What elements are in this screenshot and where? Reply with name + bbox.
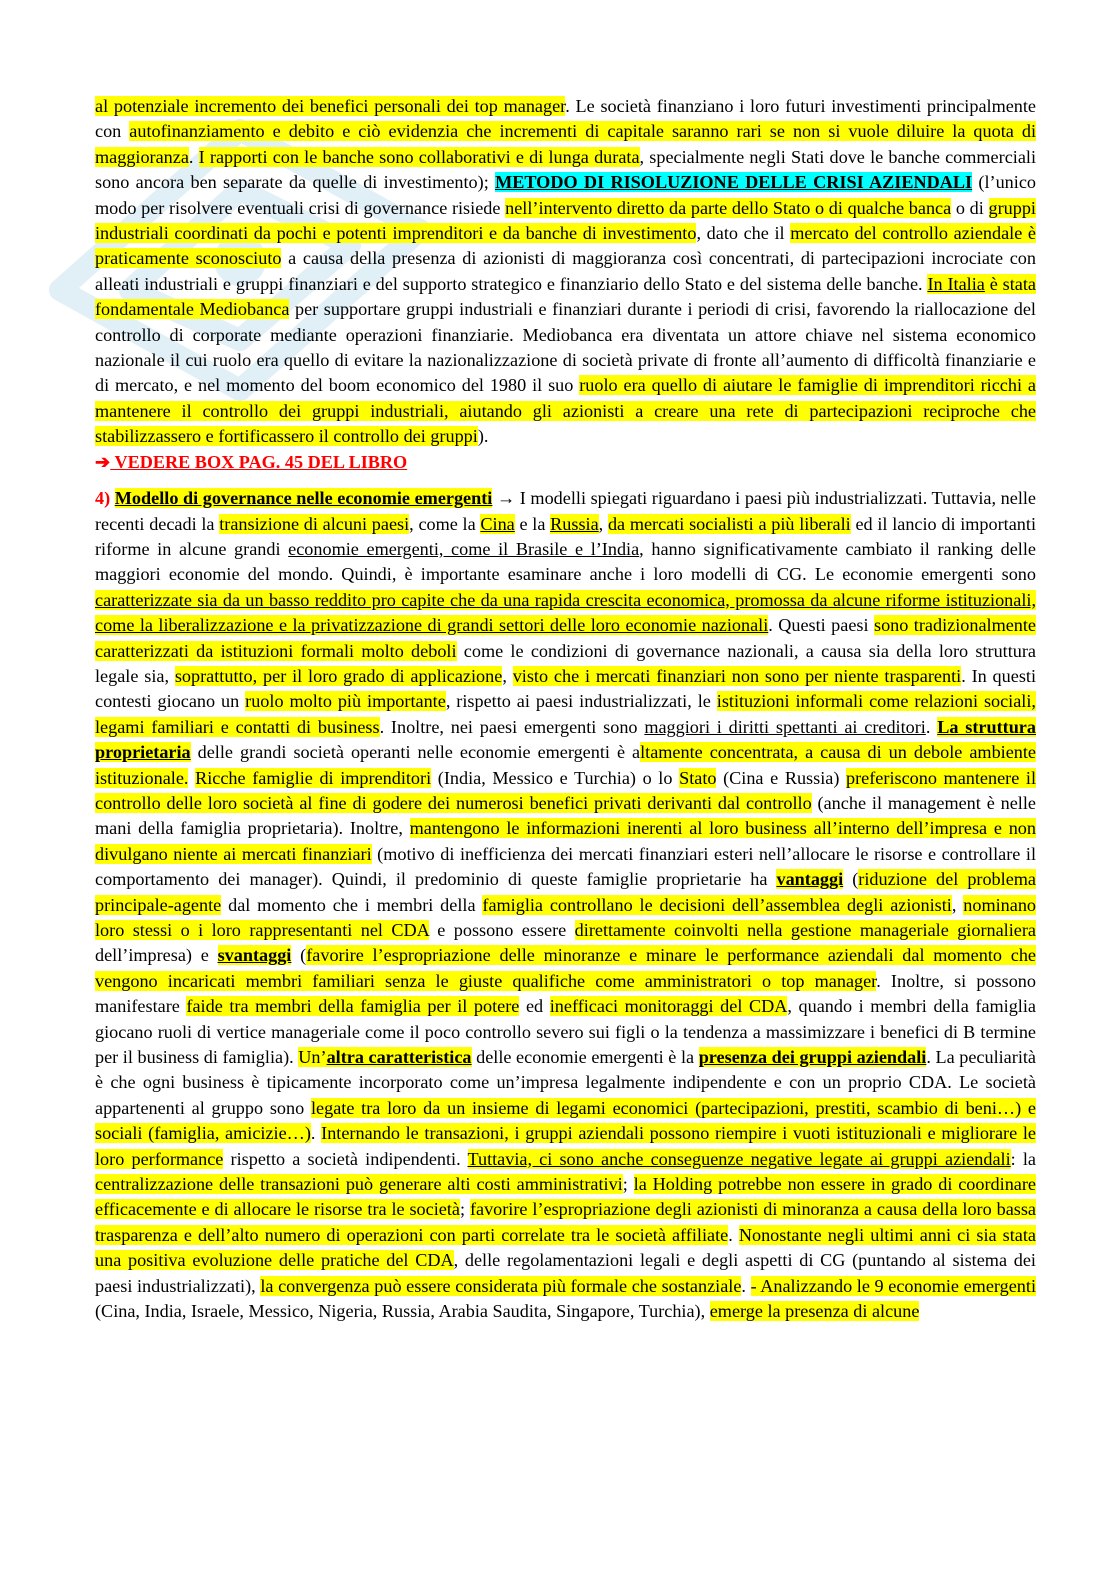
highlight: da mercati socialisti a più liberali bbox=[607, 513, 851, 534]
paragraph-emerging-economies bbox=[95, 486, 1036, 1324]
text: . Inoltre, si possono manifestare bbox=[95, 970, 1036, 1017]
highlight: è stata fondamentale Mediobanca bbox=[95, 273, 1037, 320]
text: , hanno significativamente cambiato il ranking delle maggiori economie del mondo. Quindi, è importante esaminare anche i loro modelli di CG. Le economie emergenti sono bbox=[95, 538, 1036, 585]
text: . bbox=[728, 1224, 739, 1245]
text: ( bbox=[291, 945, 307, 966]
text: delle economie emergenti è la bbox=[471, 1047, 699, 1068]
text: . Inoltre, nei paesi emergenti sono bbox=[379, 716, 645, 737]
highlight: Internando le transazioni, i gruppi aziendali possono riempire i vuoti istituzionali e migliorare le loro performance bbox=[95, 1123, 1036, 1169]
highlight: Russia bbox=[550, 513, 599, 534]
book-reference: VEDERE BOX PAG. 45 DEL LIBRO bbox=[110, 451, 408, 472]
keyword-other-feature: altra caratteristica bbox=[326, 1047, 472, 1068]
highlight: I rapporti con le banche sono collaborativi e di lunga durata bbox=[198, 146, 640, 167]
text: I modelli spiegati riguardano i paesi più industrializzati. Tuttavia, nelle recenti decadi la bbox=[95, 488, 1037, 534]
text: (l’unico modo per risolvere eventuali crisi di governance risiede bbox=[95, 172, 1036, 218]
text: rispetto a società indipendenti. bbox=[223, 1148, 468, 1169]
highlight: nominano loro stessi o i loro rappresentanti nel CDA bbox=[95, 894, 1037, 940]
highlight: legate tra loro da un insieme di legami economici (partecipazioni, prestiti, scambio di beni…) e sociali (famiglia, amicizie…) bbox=[95, 1097, 1036, 1144]
highlight: direttamente coinvolti nella gestione manageriale giornaliera bbox=[574, 920, 1036, 940]
highlight: nell’intervento diretto da parte dello Stato o di qualche banca bbox=[505, 197, 952, 218]
highlight: autofinanziamento e debito e ciò evidenzia che incrementi di capitale saranno rari se non si vuole diluire la quota di maggioranza bbox=[95, 121, 1036, 167]
highlight: Tuttavia, ci sono anche conseguenze negative legate ai gruppi aziendali bbox=[467, 1148, 1011, 1169]
highlight: Ricche famiglie di imprenditori bbox=[195, 767, 432, 788]
text: , bbox=[502, 665, 513, 686]
highlight: gruppi industriali coordinati da pochi e potenti imprenditori e da banche di investimento bbox=[95, 197, 1036, 244]
text: (Cina e Russia) bbox=[716, 767, 847, 788]
section-number: 4) bbox=[95, 488, 111, 509]
text: . bbox=[925, 716, 938, 737]
text: . Le società finanziano i loro futuri investimenti principalmente con bbox=[95, 96, 1037, 142]
highlight: Nonostante negli ultimi anni ci sia stata una positiva evoluzione delle pratiche del CDA bbox=[95, 1224, 1037, 1271]
text: a causa della presenza di azionisti di maggioranza così concentrati, di partecipazioni incrociate con alleati industriali e gruppi finanziari e del supporto strategico e finanziario dello Stato e del sistema delle banche. bbox=[95, 248, 1036, 294]
highlight: preferiscono mantenere il controllo delle loro società al fine di godere dei numerosi benefici privati derivanti dal controllo bbox=[95, 767, 1037, 813]
text: , specialmente negli Stati dove le banche commerciali sono ancora ben separate da quelle di investimento); bbox=[95, 146, 1036, 193]
highlight: famiglia controllano le decisioni dell’assemblea degli azionisti bbox=[482, 894, 952, 915]
text: : la bbox=[1010, 1148, 1036, 1169]
highlight: inefficaci monitoraggi del CDA bbox=[549, 996, 788, 1017]
keyword-disadvantages: svantaggi bbox=[217, 945, 292, 966]
text: . bbox=[310, 1123, 322, 1144]
text: , dato che il bbox=[696, 223, 791, 244]
text: ed bbox=[519, 996, 550, 1017]
text: ; bbox=[459, 1199, 470, 1220]
keyword-advantages: vantaggi bbox=[776, 869, 844, 890]
highlight: la convergenza può essere considerata più formale che sostanziale bbox=[260, 1275, 742, 1296]
highlight: emerge la presenza di alcune bbox=[709, 1301, 920, 1322]
text: , quando i membri della famiglia giocano ruoli di vertice manageriale come il poco controllo severo sui figli o la tendenza a massimizzare i benefici di B termine per il business di famiglia). bbox=[95, 996, 1036, 1068]
keyword-ownership-structure: La struttura proprietaria bbox=[95, 716, 1036, 763]
highlight: mantengono le informazioni inerenti al loro business all’interno dell’impresa e non divulgano niente ai mercati finanziari bbox=[95, 818, 1036, 864]
section-heading: Modello di governance nelle economie emergenti bbox=[114, 488, 493, 509]
highlight: favorire l’espropriazione delle minoranze e minare le performance aziendali dal momento che vengono incaricati membri familiari senza le giuste qualifiche come amministratori o top manager bbox=[95, 945, 1036, 991]
text: , rispetto ai paesi industrializzati, le bbox=[445, 691, 717, 712]
underlined-text: economie emergenti, come il Brasile e l’India bbox=[288, 538, 640, 559]
highlight: ltamente concentrata, a causa di un debole ambiente istituzionale. bbox=[95, 742, 1037, 788]
text: . In questi contesti giocano un bbox=[95, 665, 1037, 712]
text: , bbox=[951, 894, 964, 915]
text: come le condizioni di governance nazionali, a causa sia della loro struttura legale sia, bbox=[95, 640, 1036, 686]
highlight: al potenziale incremento dei benefici personali dei top manager bbox=[95, 96, 566, 116]
highlight: istituzioni informali come relazioni sociali, legami familiari e contatti di business bbox=[95, 691, 1036, 737]
highlight: visto che i mercati finanziari non sono per niente trasparenti bbox=[512, 665, 962, 686]
section-keyword-crisis-method: METODO DI RISOLUZIONE DELLE CRISI AZIENDALI bbox=[495, 172, 973, 193]
text: (motivo di inefficienza dei mercati finanziari esteri nell’allocare le risorse e controllare il comportamento dei manager). Quindi, il predominio di queste famiglie proprietarie ha bbox=[95, 843, 1037, 890]
highlight: Stato bbox=[679, 767, 717, 788]
highlight: Cina bbox=[480, 513, 515, 534]
text: , bbox=[598, 513, 608, 534]
text: (India, Messico e Turchia) o lo bbox=[431, 767, 680, 788]
document-body bbox=[95, 94, 1036, 1325]
text: , delle regolamentazioni legali e degli aspetti di CG (puntando al sistema dei paesi industrializzati), bbox=[95, 1250, 1036, 1296]
paragraph-italian-model bbox=[95, 94, 1036, 475]
text: . bbox=[188, 146, 199, 167]
arrow-right-icon: ➔ bbox=[95, 451, 111, 472]
text: , come la bbox=[409, 513, 481, 534]
highlight: soprattutto, per il loro grado di applicazione bbox=[174, 665, 503, 686]
keyword-business-groups: presenza dei gruppi aziendali bbox=[698, 1047, 927, 1068]
text: . La peculiarità è che ogni business è tipicamente incorporato come un’impresa legalmente indipendente e con un proprio CDA. Le società appartenenti al gruppo sono bbox=[95, 1047, 1036, 1118]
highlight: transizione di alcuni paesi bbox=[219, 513, 410, 534]
highlight: centralizzazione delle transazioni può generare alti costi amministrativi bbox=[95, 1174, 623, 1195]
highlight: mercato del controllo aziendale è praticamente sconosciuto bbox=[95, 223, 1036, 269]
text: dal momento che i membri della bbox=[221, 894, 483, 915]
text: per supportare gruppi industriali e finanziari durante i periodi di crisi, favorendo la riallocazione del controllo di corporate mediante operazioni finanziarie. Mediobanca era diventata un attore chiave nel sistema economico nazionale il cui ruolo era quello di evitare la nazionalizzazione di società private di fronte all’aumento di difficoltà finanziarie e di mercato, e nel momento del boom economico del 1980 il suo bbox=[95, 299, 1036, 396]
text: e possono essere bbox=[428, 920, 575, 940]
text: (anche il management è nelle mani della famiglia proprietaria). Inoltre, bbox=[95, 792, 1036, 839]
text: ; bbox=[622, 1174, 634, 1195]
text: dell’impresa) e bbox=[95, 945, 218, 966]
highlight: ruolo molto più importante bbox=[245, 691, 446, 712]
text: . Questi paesi bbox=[768, 615, 874, 636]
highlight: caratterizzate sia da un basso reddito pro capite che da una rapida crescita economica, promossa da alcune riforme istituzionali, come la liberalizzazione e la privatizzazione di grandi settori delle loro economie nazionali bbox=[95, 589, 1036, 636]
highlight: favorire l’espropriazione degli azionisti di minoranza a causa della loro bassa trasparenza e dell’alto numero di operazioni con parti correlate tra le società affiliate bbox=[95, 1199, 1036, 1245]
text: ( bbox=[843, 869, 859, 890]
highlight: la Holding potrebbe non essere in grado di coordinare efficacemente e di allocare le risorse tra le società bbox=[95, 1174, 1036, 1220]
text: o di bbox=[951, 197, 989, 218]
arrow-right-icon: → bbox=[492, 488, 520, 509]
text: ). bbox=[477, 426, 489, 447]
highlight: sono tradizionalmente caratterizzati da istituzioni formali molto deboli bbox=[95, 615, 1037, 661]
text: e la bbox=[514, 513, 551, 534]
highlight: - Analizzando le 9 economie emergenti bbox=[750, 1275, 1036, 1296]
text: . bbox=[741, 1275, 751, 1296]
highlight: faide tra membri della famiglia per il potere bbox=[186, 996, 520, 1017]
highlight: riduzione del problema principale-agente bbox=[95, 869, 1036, 915]
highlight: Un’ bbox=[298, 1047, 327, 1068]
text: ed il lancio di importanti riforme in alcune grandi bbox=[95, 513, 1037, 559]
text: delle grandi società operanti nelle economie emergenti è a bbox=[190, 742, 641, 763]
underlined-text: maggiori i diritti spettanti ai creditori bbox=[644, 716, 926, 737]
text: (Cina, India, Israele, Messico, Nigeria, Russia, Arabia Saudita, Singapore, Turchia), bbox=[95, 1301, 710, 1322]
highlight: ruolo era quello di aiutare le famiglie di imprenditori ricchi a mantenere il controllo dei gruppi industriali, aiutando gli azionisti a creare una rete di partecipazioni reciproche che stabilizzassero e fortificassero il controllo dei gruppi bbox=[95, 375, 1036, 447]
highlight: In Italia bbox=[927, 273, 985, 294]
